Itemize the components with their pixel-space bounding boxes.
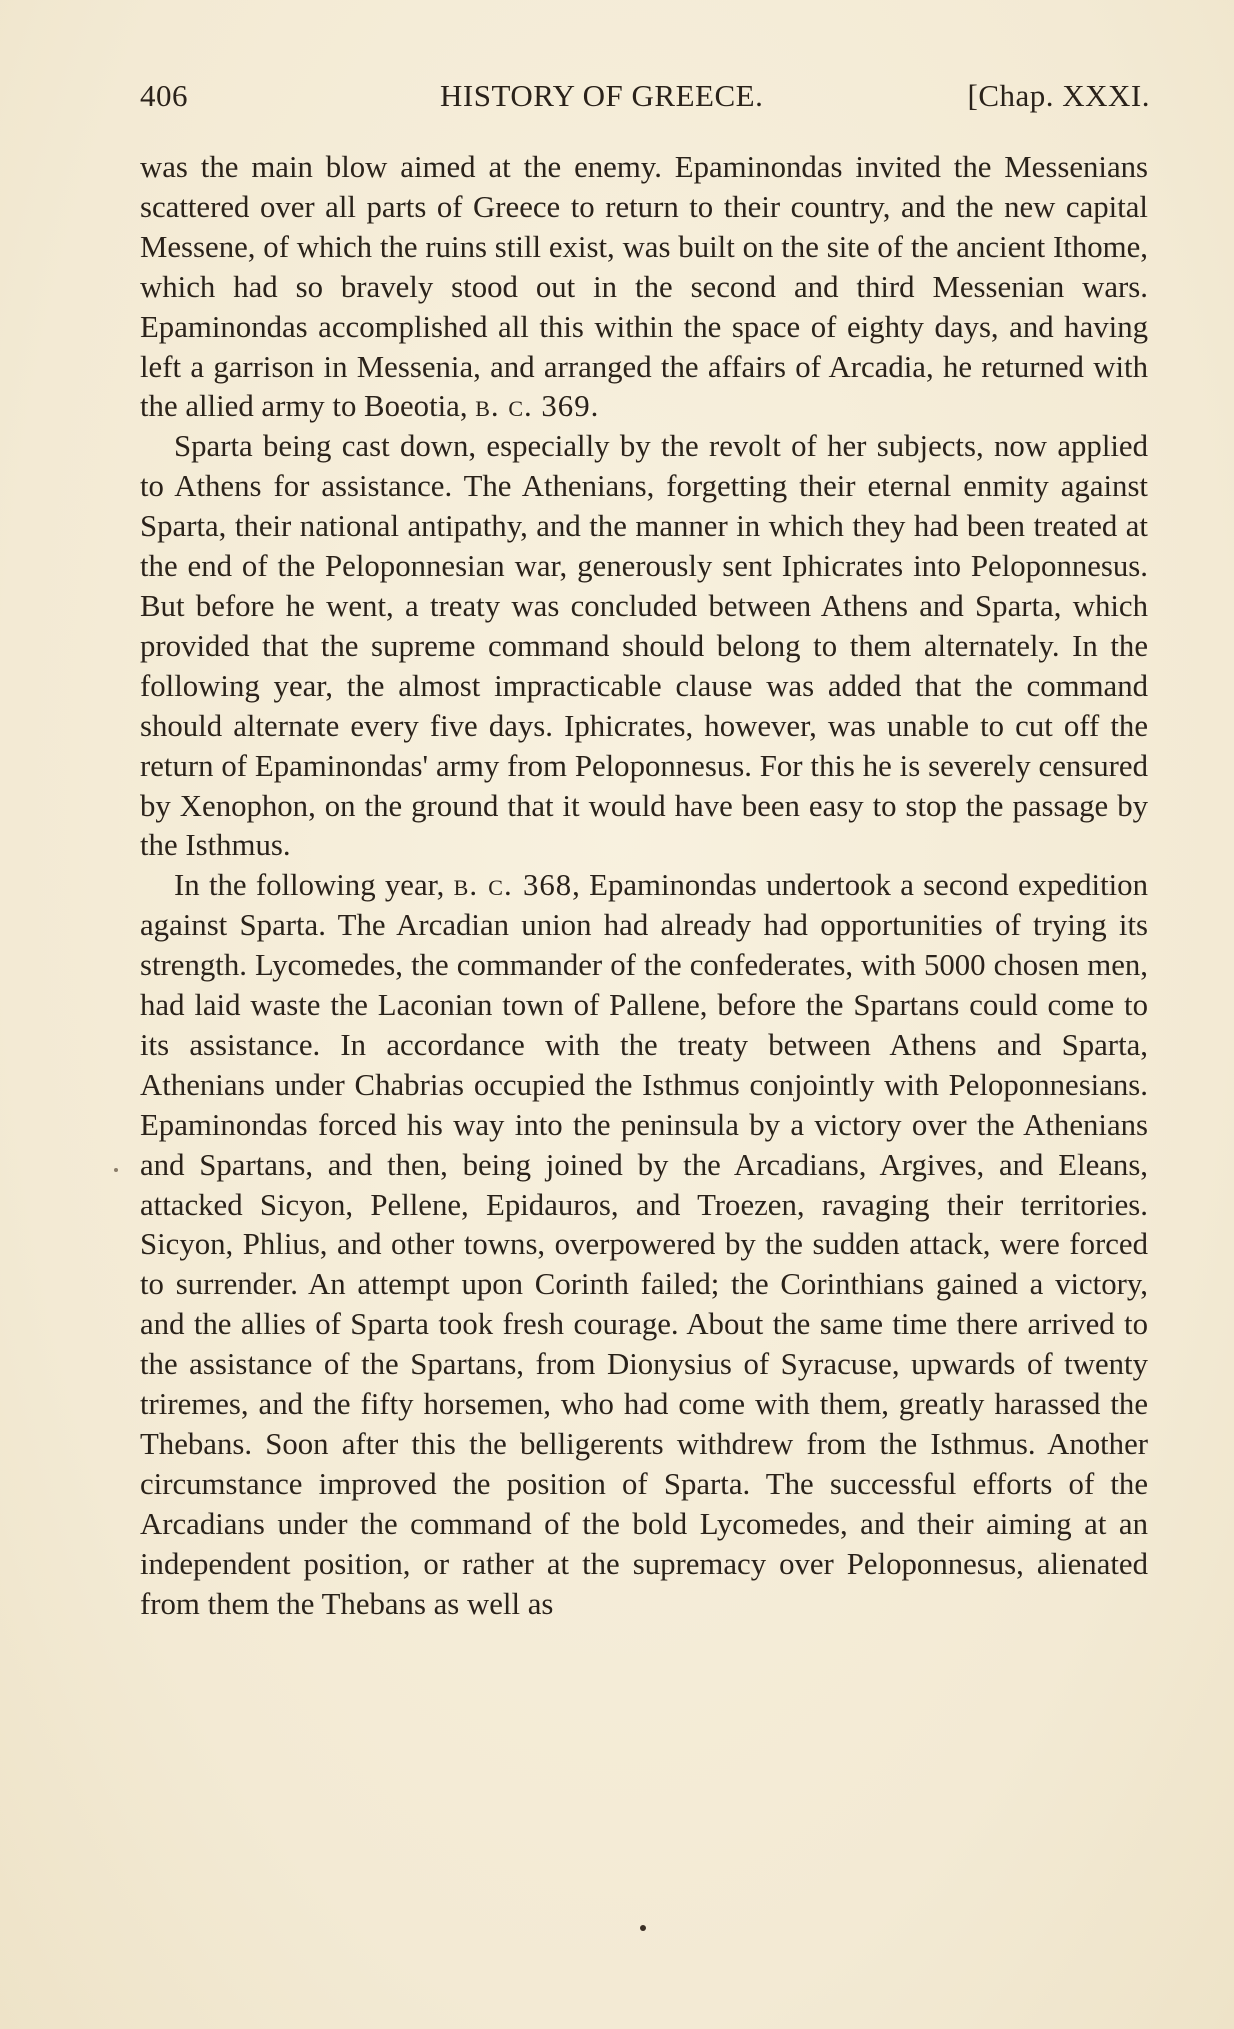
- paragraph-1-text: was the main blow aimed at the enemy. Epaminondas invited the Messenians scattered over all parts of Greece to return to their country, and the new capital Messene, of which the ruins still exist, was built on the site of the ancient Ithome, which had so bravely stood out in the second and third Messenian wars. Epaminondas accomplished all this within the space of eighty days, and having left a garrison in Messenia, and arranged the affairs of Arcadia, he returned with the allied army to Boeotia,: [140, 150, 1148, 424]
- paragraph-3-text-before: In the following year,: [174, 868, 454, 903]
- running-title: HISTORY OF GREECE.: [440, 78, 764, 113]
- paragraph-2-text: Sparta being cast down, especially by the revolt of her subjects, now applied to Athens for assistance. The Athenians, forgetting their eternal enmity against Sparta, their national antipathy, and the manner in which they had been treated at the end of the Peloponnesian war, generously sent Iphicrates into Peloponnesus. But before he went, a treaty was concluded between Athens and Sparta, which provided that the supreme command should belong to them alternately. In the following year, the almost impracticable clause was added that the command should alternate every five days. Iphicrates, however, was unable to cut off the return of Epaminondas' army from Peloponnesus. For this he is severely censured by Xenophon, on the ground that it would have been easy to stop the passage by the Isthmus.: [140, 429, 1148, 863]
- margin-mark: [114, 1168, 118, 1172]
- footer-dot: [640, 1925, 646, 1931]
- paragraph-1: [140, 148, 1148, 427]
- body-text: [140, 148, 1148, 1625]
- page-number: 406: [140, 78, 188, 113]
- running-header: [140, 78, 1150, 118]
- paragraph-3: [140, 866, 1148, 1624]
- chapter-reference: [Chap. XXXI.: [967, 78, 1150, 113]
- paragraph-3-text-after: , Epaminondas undertook a second expedition against Sparta. The Arcadian union had already had opportunities of trying its strength. Lycomedes, the commander of the confederates, with 5000 chosen men, had laid waste the Laconian town of Pallene, before the Spartans could come to its assistance. In accordance with the treaty between Athens and Sparta, Athenians under Chabrias occupied the Isthmus conjointly with Peloponnesians. Epaminondas forced his way into the peninsula by a victory over the Athenians and Spartans, and then, being joined by the Arcadians, Argives, and Eleans, attacked Sicyon, Pellene, Epidauros, and Troezen, ravaging their territories. Sicyon, Phlius, and other towns, overpowered by the sudden attack, were forced to surrender. An attempt upon Corinth failed; the Corinthians gained a victory, and the allies of Sparta took fresh courage. About the same time there arrived to the assistance of the Spartans, from Dionysius of Syracuse, upwards of twenty triremes, and the fifty horsemen, who had come with them, greatly harassed the Thebans. Soon after this the belligerents withdrew from the Isthmus. Another circumstance improved the position of Sparta. The successful efforts of the Arcadians under the command of the bold Lycomedes, and their aiming at an independent position, or rather at the supremacy over Peloponnesus, alienated from them the Thebans as well as: [140, 868, 1148, 1621]
- paragraph-2: [140, 427, 1148, 866]
- date-bc-368: b. c. 368: [453, 868, 573, 903]
- date-bc-369: b. c. 369.: [475, 389, 600, 424]
